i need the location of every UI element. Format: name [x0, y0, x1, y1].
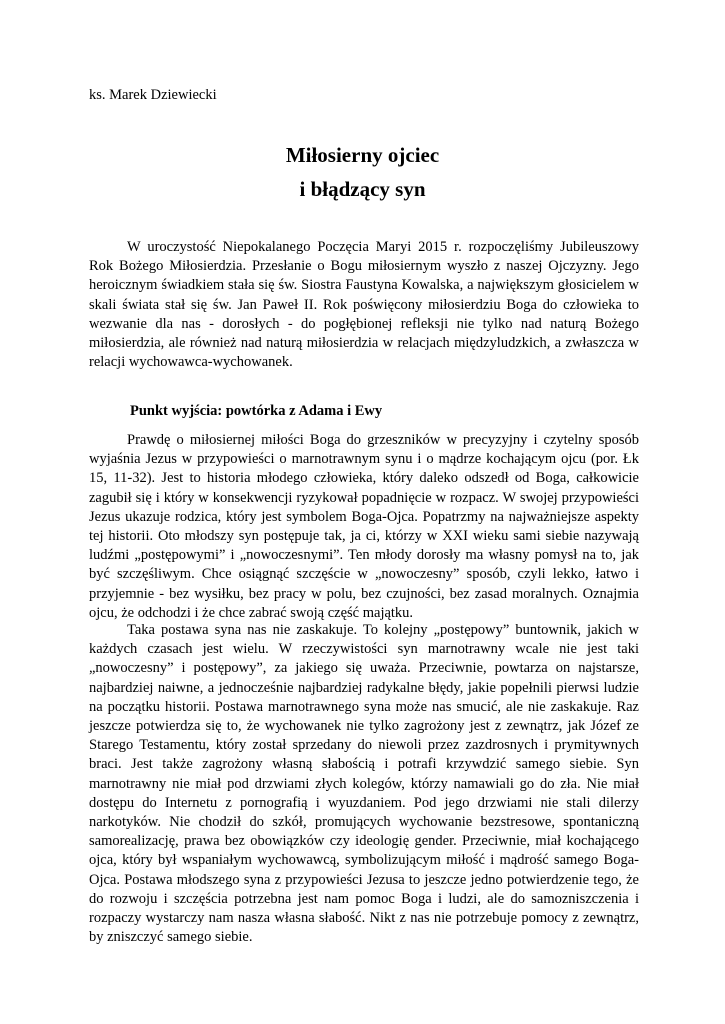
intro-paragraph: W uroczystość Niepokalanego Poczęcia Maryi 2015 r. rozpoczęliśmy Jubileuszowy Rok Bożego Miłosierdzia. Przesłanie o Bogu miłosiernym wyszło z naszej Ojczyzny. Jego heroicznym świadkiem stała się św. Siostra Faustyna Kowalska, a największym głosicielem w skali świata stał się św. Jan Paweł II. Rok poświęcony miłosierdziu Boga do człowieka to wezwanie dla nas - dorosłych - do pogłębionej refleksji nie tylko nad naturą Bożego miłosierdzia, ale również nad naturą miłosierdzia w relacjach międzyludzkich, a zwłaszcza w relacji wychowawca-wychowanek.: [89, 239, 639, 371]
body-paragraph-1: Prawdę o miłosiernej miłości Boga do grzeszników w precyzyjny i czytelny sposób wyjaśnia Jezus w przypowieści o marnotrawnym synu i o mądrze kochającym ojcu (por. Łk 15, 11-32). Jest to historia młodego człowieka, który daleko odszedł od Boga, całkowicie zagubił się i który w konsekwencji ryzykował popadnięcie w rozpacz. W swojej przypowieści Jezus ukazuje rodzica, który jest symbolem Boga-Ojca. Popatrzmy na najważniejsze aspekty tej historii. Oto młodszy syn postępuje tak, ja ci, którzy w XXI wieku sami siebie nazywają ludźmi „postępowymi” i „nowoczesnymi”. Ten młody dorosły ma własny pomysł na to, jak być szczęśliwym. Chce osiągnąć szczęście w „nowoczesny” sposób, czyli lekko, łatwo i przyjemnie - bez wysiłku, bez pracy w polu, bez czujności, bez zasad moralnych. Oznajmia ojcu, że odchodzi i że chce zabrać swoją część majątku.: [89, 432, 639, 621]
author-line: ks. Marek Dziewiecki: [89, 87, 217, 103]
title-line-1: Miłosierny ojciec: [285, 143, 440, 167]
body-paragraph-2: Taka postawa syna nas nie zaskakuje. To kolejny „postępowy” buntownik, jakich w każdych czasach jest wielu. W rzeczywistości syn marnotrawny wcale nie jest taki „nowoczesny” i postępowy”, za jakiego się uważa. Przeciwnie, powtarza on najstarsze, najbardziej naiwne, a jednocześnie najbardziej radykalne błędy, jakie popełnili pierwsi ludzie na początku historii. Postawa marnotrawnego syna może nas smucić, ale nie zaskakuje. Raz jeszcze potwierdza się to, że wychowanek nie tylko zagrożony jest z zewnątrz, jak Józef ze Starego Testamentu, który został sprzedany do niewoli przez zazdrosnych i prymitywnych braci. Jest także zagrożony własną słabością i potrafi krzywdzić samego siebie. Syn marnotrawny nie miał pod drzwiami złych kolegów, którzy namawiali go do zła. Nie miał dostępu do Internetu z pornografią i wyuzdaniem. Pod jego drzwiami nie stali dilerzy narkotyków. Nie chodził do szkół, promujących wychowanie bezstresowe, spontaniczną samorealizację, prawa bez obowiązków czy ideologię gender. Przeciwnie, miał kochającego ojca, który był wspaniałym wychowawcą, symbolizującym miłość i mądrość samego Boga-Ojca. Postawa młodszego syna z przypowieści Jezusa to jeszcze jedno potwierdzenie tego, że do rozwoju i szczęścia potrzebna jest nam pomoc Boga i ludzi, ale do samozniszczenia i rozpaczy wystarczy nam nasza własna słabość. Nikt z nas nie potrzebuje pomocy z zewnątrz, by zniszczyć samego siebie.: [89, 622, 639, 946]
title-line-2: i błądzący syn: [299, 177, 426, 201]
section-heading: Punkt wyjścia: powtórka z Adama i Ewy: [130, 403, 383, 419]
